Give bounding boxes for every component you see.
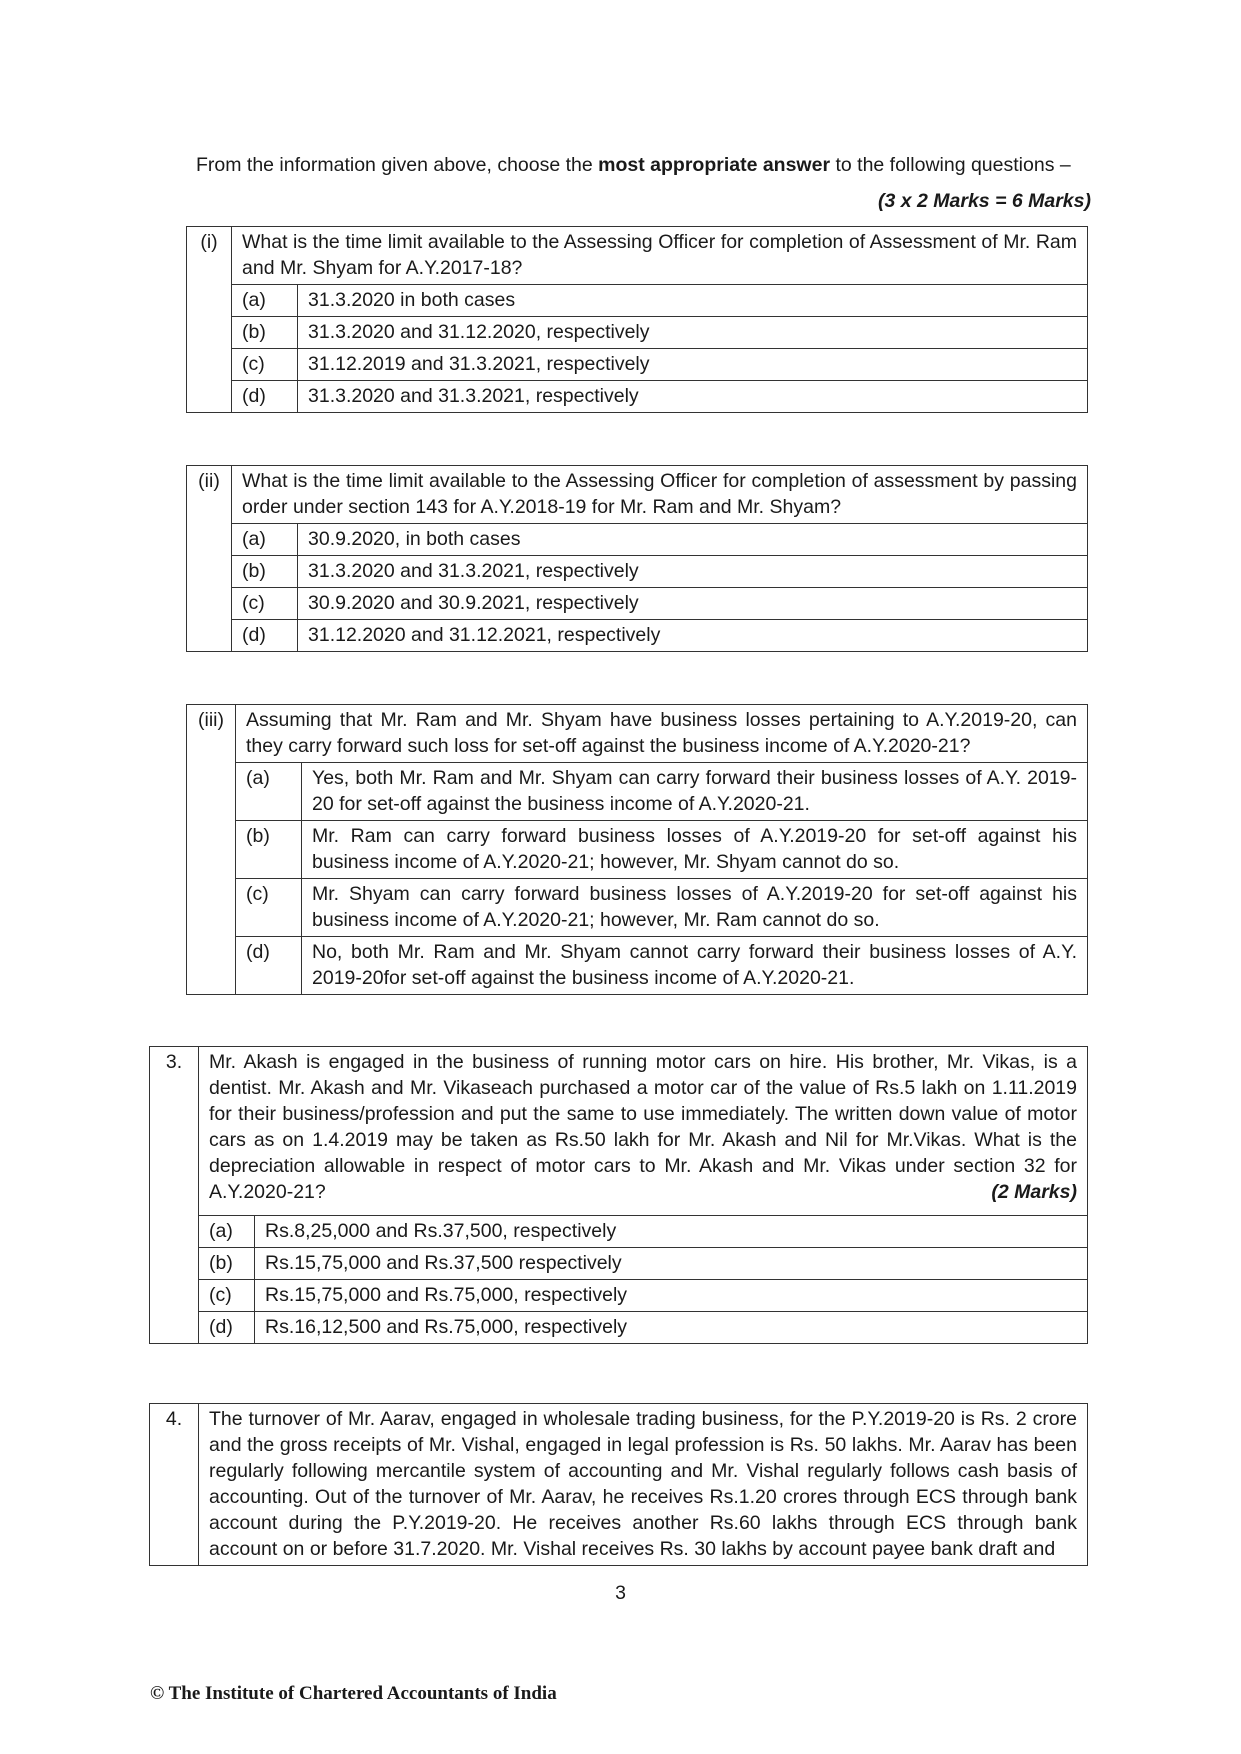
option-text: Rs.8,25,000 and Rs.37,500, respectively bbox=[255, 1216, 1088, 1248]
option-label: (c) bbox=[199, 1280, 255, 1312]
option-row bbox=[187, 285, 1088, 317]
question-text: The turnover of Mr. Aarav, engaged in wholesale trading business, for the P.Y.2019-20 is Rs. 2 crore and the gross receipts of Mr. Vishal, engaged in legal profession is Rs. 50 lakhs. Mr. Aarav has been regularly following mercantile system of accounting and Mr. Vishal regularly follows cash basis of accounting. Out of the turnover of Mr. Aarav, he receives Rs.1.20 crores through ECS through bank account during the P.Y.2019-20. He receives another Rs.60 lakhs through ECS through bank account on or before 31.7.2020. Mr. Vishal receives Rs. 30 lakhs by account payee bank draft and bbox=[199, 1404, 1088, 1566]
option-row bbox=[187, 763, 1088, 821]
option-row bbox=[187, 588, 1088, 620]
option-text: 30.9.2020, in both cases bbox=[298, 524, 1088, 556]
option-label: (b) bbox=[232, 556, 298, 588]
option-text: Rs.15,75,000 and Rs.37,500 respectively bbox=[255, 1248, 1088, 1280]
intro-text-after: to the following questions – bbox=[830, 154, 1071, 176]
question-number: 3. bbox=[150, 1047, 199, 1344]
option-label: (c) bbox=[232, 349, 298, 381]
question-iii-table bbox=[186, 704, 1088, 995]
option-label: (a) bbox=[199, 1216, 255, 1248]
option-label: (c) bbox=[236, 879, 302, 937]
option-text: 31.12.2020 and 31.12.2021, respectively bbox=[298, 620, 1088, 652]
intro-text-bold: most appropriate answer bbox=[598, 154, 831, 176]
option-text: Rs.16,12,500 and Rs.75,000, respectively bbox=[255, 1312, 1088, 1344]
option-text: Rs.15,75,000 and Rs.75,000, respectively bbox=[255, 1280, 1088, 1312]
question-text bbox=[199, 1047, 1088, 1216]
option-label: (c) bbox=[232, 588, 298, 620]
footer-copyright: © The Institute of Chartered Accountants of India bbox=[150, 1683, 557, 1704]
option-row bbox=[150, 1312, 1088, 1344]
question-marks: (2 Marks) bbox=[991, 1181, 1077, 1203]
option-row bbox=[187, 879, 1088, 937]
option-row bbox=[187, 524, 1088, 556]
option-label: (d) bbox=[232, 620, 298, 652]
option-row bbox=[187, 620, 1088, 652]
question-text: Assuming that Mr. Ram and Mr. Shyam have business losses pertaining to A.Y.2019-20, can they carry forward such loss for set-off against the business income of A.Y.2020-21? bbox=[236, 705, 1088, 763]
question-i-table bbox=[186, 226, 1088, 413]
option-label: (d) bbox=[199, 1312, 255, 1344]
option-row bbox=[187, 937, 1088, 995]
question-ii-table bbox=[186, 465, 1088, 652]
question-4-table bbox=[149, 1403, 1088, 1566]
option-label: (b) bbox=[199, 1248, 255, 1280]
option-row bbox=[150, 1248, 1088, 1280]
option-text: Mr. Shyam can carry forward business losses of A.Y.2019-20 for set-off against his business income of A.Y.2020-21; however, Mr. Ram cannot do so. bbox=[302, 879, 1088, 937]
option-label: (d) bbox=[236, 937, 302, 995]
page-number: 3 bbox=[615, 1582, 626, 1604]
option-row bbox=[187, 821, 1088, 879]
question-text: What is the time limit available to the Assessing Officer for completion of assessment by passing order under section 143 for A.Y.2018-19 for Mr. Ram and Mr. Shyam? bbox=[232, 466, 1088, 524]
question-3-table bbox=[149, 1046, 1088, 1344]
option-text: 31.3.2020 and 31.3.2021, respectively bbox=[298, 381, 1088, 413]
option-row bbox=[187, 381, 1088, 413]
option-text: 31.3.2020 and 31.12.2020, respectively bbox=[298, 317, 1088, 349]
question-number: (ii) bbox=[187, 466, 232, 652]
option-text: 31.3.2020 in both cases bbox=[298, 285, 1088, 317]
option-row bbox=[150, 1280, 1088, 1312]
question-body: Mr. Akash is engaged in the business of running motor cars on hire. His brother, Mr. Vikas, is a dentist. Mr. Akash and Mr. Vikaseach purchased a motor car of the value of Rs.5 lakh on 1.11.2019 for their business/profession and put the same to use immediately. The written down value of motor cars as on 1.4.2019 may be taken as Rs.50 lakh for Mr. Akash and Nil for Mr.Vikas. What is the depreciation allowable in respect of motor cars to Mr. Akash and Mr. Vikas under section 32 for A.Y.2020-21? bbox=[209, 1051, 1077, 1203]
option-text: Mr. Ram can carry forward business losses of A.Y.2019-20 for set-off against his business income of A.Y.2020-21; however, Mr. Shyam cannot do so. bbox=[302, 821, 1088, 879]
option-text: No, both Mr. Ram and Mr. Shyam cannot carry forward their business losses of A.Y. 2019-20for set-off against the business income of A.Y.2020-21. bbox=[302, 937, 1088, 995]
option-text: Yes, both Mr. Ram and Mr. Shyam can carry forward their business losses of A.Y. 2019-20 for set-off against the business income of A.Y.2020-21. bbox=[302, 763, 1088, 821]
option-row bbox=[187, 556, 1088, 588]
question-number: (i) bbox=[187, 227, 232, 413]
option-label: (b) bbox=[236, 821, 302, 879]
intro-text-before: From the information given above, choose the bbox=[196, 154, 599, 176]
option-label: (a) bbox=[232, 285, 298, 317]
question-text: What is the time limit available to the Assessing Officer for completion of Assessment of Mr. Ram and Mr. Shyam for A.Y.2017-18? bbox=[232, 227, 1088, 285]
question-number: 4. bbox=[150, 1404, 199, 1566]
option-row bbox=[150, 1216, 1088, 1248]
option-label: (a) bbox=[236, 763, 302, 821]
question-number: (iii) bbox=[187, 705, 236, 995]
option-label: (a) bbox=[232, 524, 298, 556]
option-label: (b) bbox=[232, 317, 298, 349]
option-row bbox=[187, 349, 1088, 381]
option-row bbox=[187, 317, 1088, 349]
option-label: (d) bbox=[232, 381, 298, 413]
section-marks: (3 x 2 Marks = 6 Marks) bbox=[878, 190, 1091, 212]
option-text: 31.12.2019 and 31.3.2021, respectively bbox=[298, 349, 1088, 381]
option-text: 31.3.2020 and 31.3.2021, respectively bbox=[298, 556, 1088, 588]
option-text: 30.9.2020 and 30.9.2021, respectively bbox=[298, 588, 1088, 620]
intro-paragraph bbox=[196, 152, 1096, 178]
